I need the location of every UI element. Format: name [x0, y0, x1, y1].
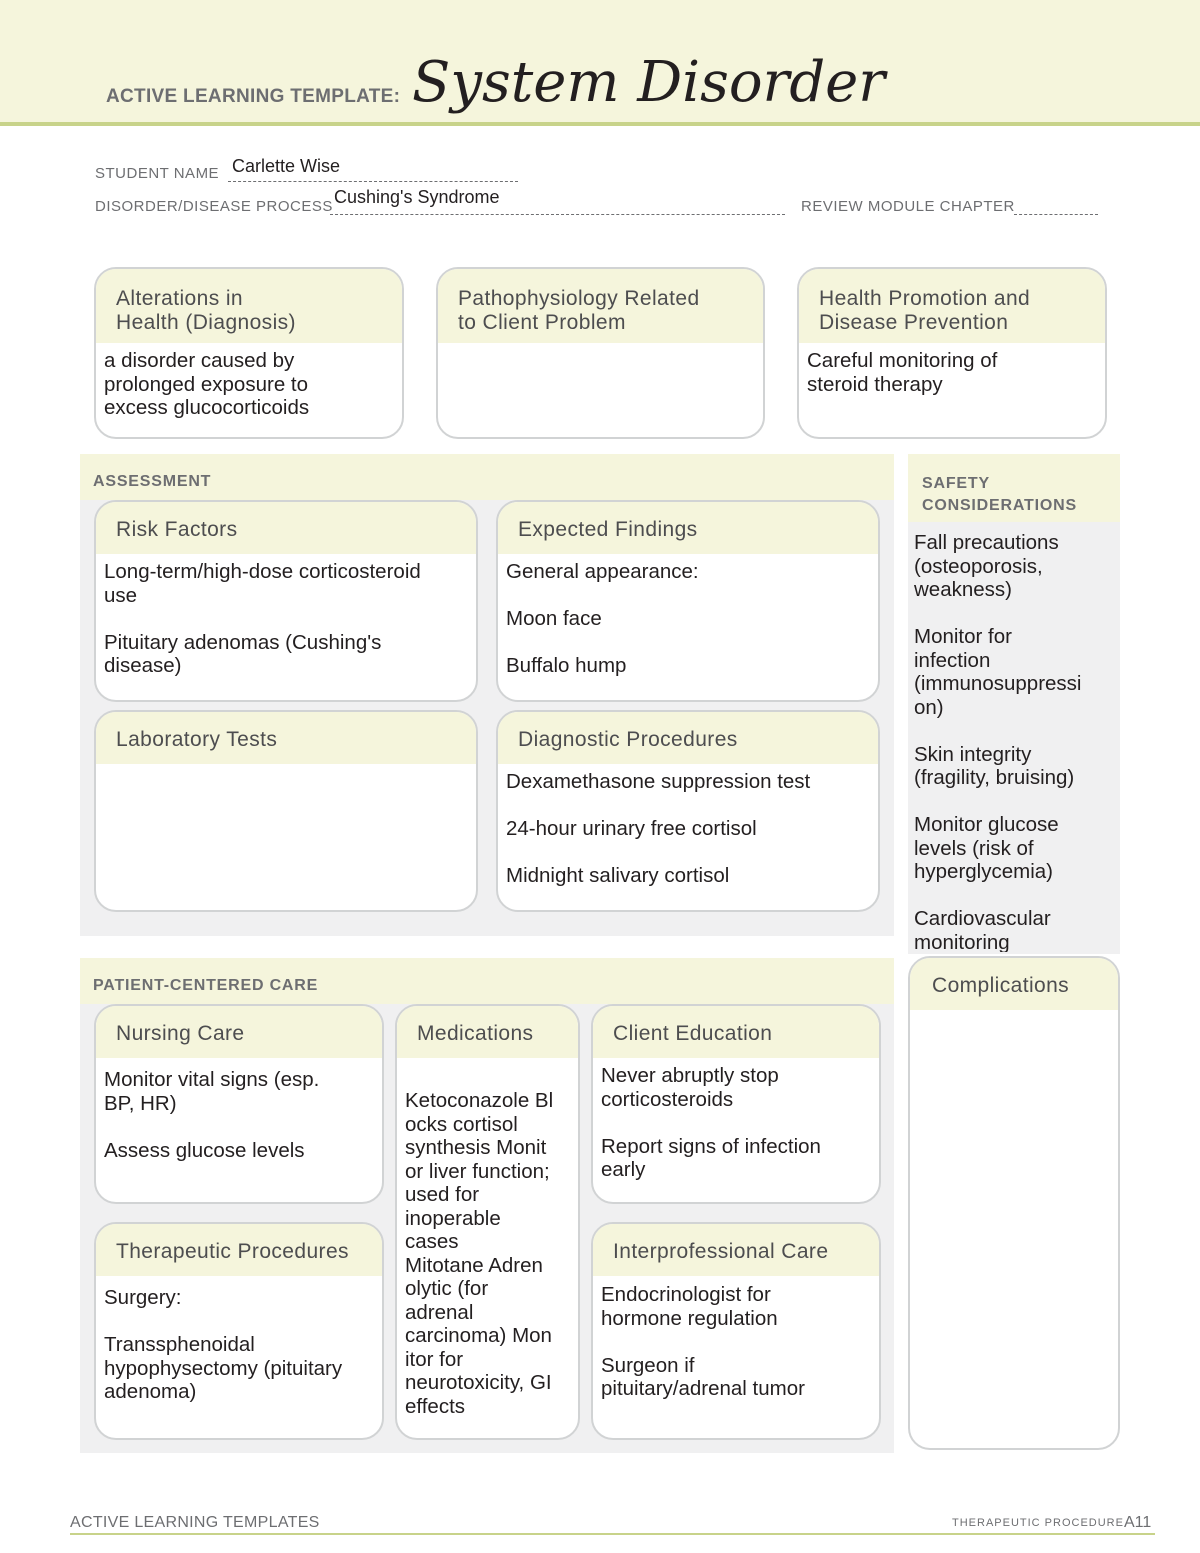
- pathophysiology-body[interactable]: [438, 343, 763, 349]
- template-title: System Disorder: [412, 50, 886, 115]
- student-name-field[interactable]: Carlette Wise: [232, 156, 341, 176]
- interprofessional-line-1: Endocrinologist for hormone regulation: [601, 1283, 778, 1330]
- diagnostic-line-2: 24-hour urinary free cortisol: [506, 817, 757, 840]
- health-promotion-body[interactable]: [799, 343, 1105, 396]
- expected-findings-title: Expected Findings: [498, 502, 878, 554]
- risk-factors-box: [94, 500, 478, 702]
- health-promotion-title: Health Promotion and Disease Prevention: [799, 269, 1105, 343]
- complications-box: [908, 956, 1120, 1450]
- medications-box: [395, 1004, 580, 1440]
- therapeutic-procedures-box: [94, 1222, 384, 1440]
- alterations-box: [94, 267, 404, 439]
- safety-line-4: Monitor glucose levels (risk of hyperglycemia): [914, 813, 1059, 883]
- medications-title: Medications: [397, 1006, 578, 1058]
- health-promotion-box: [797, 267, 1107, 439]
- alterations-line: a disorder caused by prolonged exposure to excess glucocorticoids: [104, 349, 310, 419]
- interprofessional-line-2: Surgeon if pituitary/adrenal tumor: [601, 1353, 805, 1400]
- medications-line: Ketoconazole Bl ocks cortisol synthesis Monit or liver function; used for inoperable cases Mitotane Adren olytic (for adrenal carcinoma) Mon itor for neurotoxicity, GI effects: [405, 1089, 554, 1418]
- laboratory-tests-title: Laboratory Tests: [96, 712, 476, 764]
- review-module-label: REVIEW MODULE CHAPTER: [801, 198, 1015, 215]
- diagnostic-procedures-body[interactable]: [498, 764, 878, 888]
- safety-line-5: Cardiovascular monitoring: [914, 907, 1051, 952]
- safety-line-2: Monitor for infection (immunosuppressi on): [914, 625, 1082, 719]
- laboratory-tests-box: [94, 710, 478, 912]
- nursing-care-box: [94, 1004, 384, 1204]
- expected-finding-line-2: Moon face: [506, 607, 602, 630]
- interprofessional-care-box: [591, 1222, 881, 1440]
- medications-body[interactable]: [397, 1058, 578, 1418]
- therapeutic-procedures-title: Therapeutic Procedures: [96, 1224, 382, 1276]
- client-education-box: [591, 1004, 881, 1204]
- footer-rule: [70, 1533, 1155, 1535]
- diagnostic-procedures-box: [496, 710, 880, 912]
- client-education-title: Client Education: [593, 1006, 879, 1058]
- risk-factor-line-2: Pituitary adenomas (Cushing's disease): [104, 630, 382, 677]
- client-education-line-2: Report signs of infection early: [601, 1134, 821, 1181]
- diagnostic-line-3: Midnight salivary cortisol: [506, 864, 730, 887]
- interprofessional-care-title: Interprofessional Care: [593, 1224, 879, 1276]
- patient-centered-care-label: PATIENT-CENTERED CARE: [93, 977, 319, 994]
- footer-right-label: THERAPEUTIC PROCEDURE: [952, 1517, 1124, 1529]
- complications-body[interactable]: [910, 1010, 1118, 1016]
- expected-findings-body[interactable]: [498, 554, 878, 678]
- therapeutic-procedures-body[interactable]: [96, 1276, 382, 1404]
- student-name-underline: [228, 181, 518, 182]
- interprofessional-care-body[interactable]: [593, 1276, 879, 1401]
- laboratory-tests-body[interactable]: [96, 764, 476, 770]
- safety-label: SAFETY CONSIDERATIONS: [922, 475, 1077, 514]
- footer-left-label: ACTIVE LEARNING TEMPLATES: [70, 1514, 320, 1531]
- client-education-line-1: Never abruptly stop corticosteroids: [601, 1064, 779, 1111]
- pathophysiology-box: [436, 267, 765, 439]
- alterations-body[interactable]: [96, 343, 402, 420]
- expected-finding-line-3: Buffalo hump: [506, 654, 627, 677]
- disorder-field[interactable]: Cushing's Syndrome: [334, 187, 500, 207]
- alterations-title: Alterations in Health (Diagnosis): [96, 269, 402, 343]
- expected-findings-box: [496, 500, 880, 702]
- disorder-label: DISORDER/DISEASE PROCESS: [95, 198, 333, 215]
- risk-factors-title: Risk Factors: [96, 502, 476, 554]
- template-label: ACTIVE LEARNING TEMPLATE:: [106, 86, 401, 107]
- footer-page-number: A11: [1124, 1514, 1152, 1531]
- assessment-label: ASSESSMENT: [93, 473, 212, 490]
- safety-body[interactable]: [906, 525, 1112, 952]
- expected-finding-line-1: General appearance:: [506, 560, 699, 583]
- pathophysiology-title: Pathophysiology Related to Client Problem: [438, 269, 763, 343]
- complications-title: Complications: [910, 958, 1118, 1010]
- nursing-care-line-1: Monitor vital signs (esp. BP, HR): [104, 1068, 320, 1115]
- nursing-care-line-2: Assess glucose levels: [104, 1138, 305, 1162]
- disorder-underline: [330, 214, 785, 215]
- health-promotion-line: Careful monitoring of steroid therapy: [807, 349, 998, 396]
- diagnostic-procedures-title: Diagnostic Procedures: [498, 712, 878, 764]
- risk-factor-line-1: Long-term/high-dose corticosteroid use: [104, 560, 421, 607]
- header-rule: [0, 122, 1200, 126]
- nursing-care-body[interactable]: [96, 1058, 382, 1162]
- therapeutic-line-1: Surgery:: [104, 1286, 182, 1309]
- review-module-field[interactable]: [1014, 214, 1098, 215]
- nursing-care-title: Nursing Care: [96, 1006, 382, 1058]
- diagnostic-line-1: Dexamethasone suppression test: [506, 770, 811, 793]
- safety-line-1: Fall precautions (osteoporosis, weakness): [914, 531, 1059, 601]
- therapeutic-line-2: Transsphenoidal hypophysectomy (pituitary adenoma): [104, 1333, 343, 1403]
- client-education-body[interactable]: [593, 1058, 879, 1182]
- safety-line-3: Skin integrity (fragility, bruising): [914, 742, 1075, 789]
- student-name-label: STUDENT NAME: [95, 165, 220, 182]
- risk-factors-body[interactable]: [96, 554, 476, 678]
